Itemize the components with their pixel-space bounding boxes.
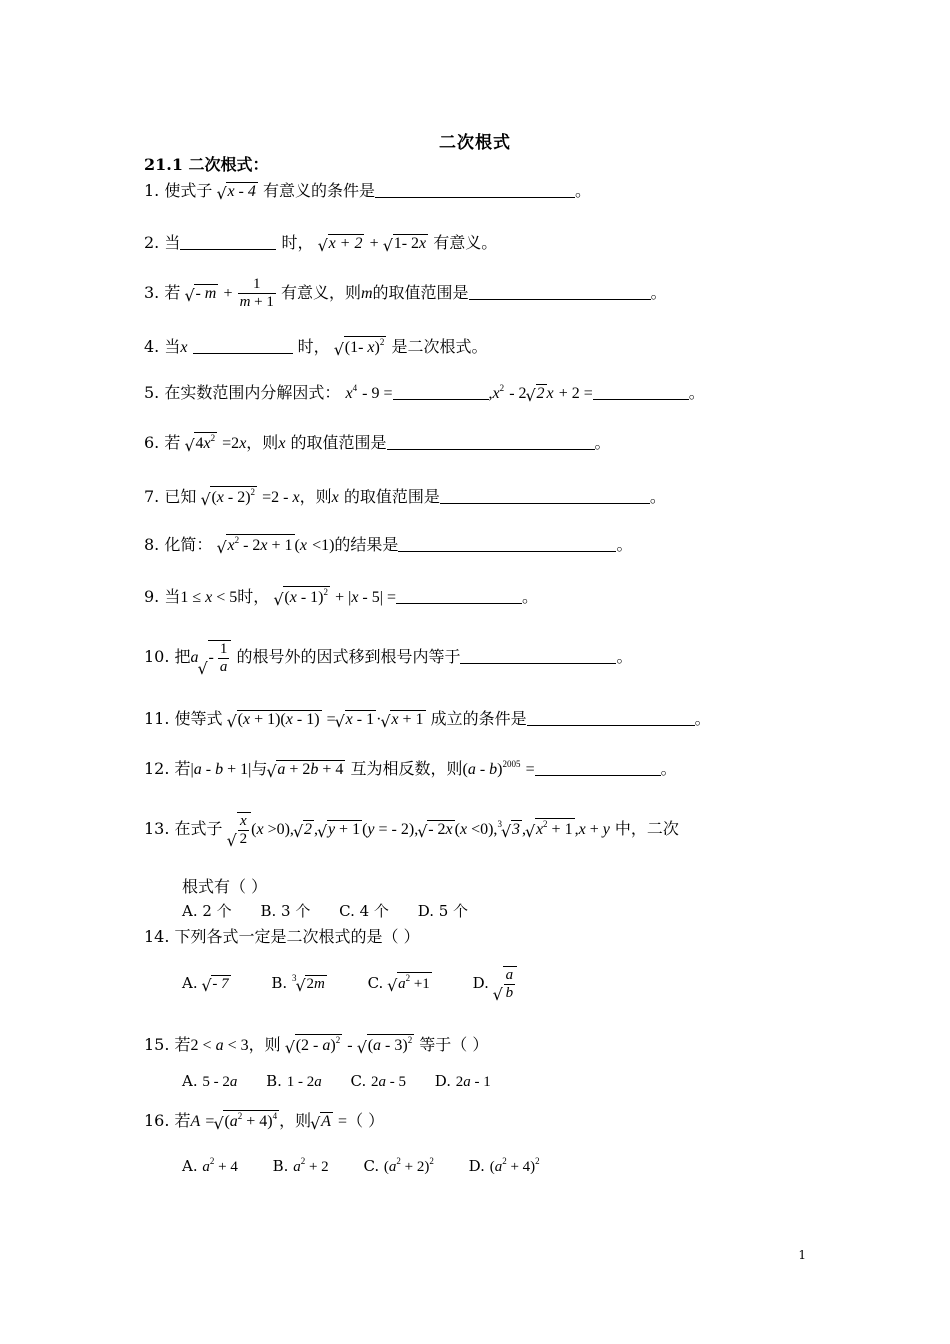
option-d[interactable]: D. 5 个: [417, 902, 469, 920]
option-a[interactable]: A. 5 - 2a: [182, 1072, 238, 1090]
question-9: 9. 当1 ≤ x < 5时， √ (x - 1)$^2$ + |x - 5| = 。: [144, 587, 538, 609]
answer-blank[interactable]: [398, 537, 616, 552]
option-c[interactable]: C. 2a - 5: [350, 1072, 406, 1090]
question-7: 7. 已知 √ (x - 2)$^2$ =2 - x，则x 的取值范围是 。: [144, 487, 666, 509]
option-b[interactable]: B. $a^2 + 2$: [272, 1156, 329, 1175]
question-6: 6. 若 √ $4x^2 =2x$，则x 的取值范围是 。: [144, 433, 611, 455]
question-2: 2. 当 时， √ x + 2 + √ 1- 2x 有意义。: [144, 233, 498, 255]
option-a[interactable]: A. √ - 7: [182, 973, 229, 995]
answer-blank[interactable]: [527, 711, 695, 726]
answer-blank[interactable]: [180, 235, 276, 250]
option-d[interactable]: D. √ $\frac{a}{b}$: [473, 966, 518, 1002]
question-12: 12. 若|a - b + 1|与 √ a + 2b + 4 互为相反数，则(a - b)$^{2005}$ = 。: [144, 759, 677, 781]
answer-blank[interactable]: [396, 589, 522, 604]
answer-blank[interactable]: [593, 385, 689, 400]
option-a[interactable]: A. $a^2 + 4$: [182, 1156, 238, 1175]
option-c[interactable]: C. $(a^2 + 2)^2$: [363, 1156, 434, 1175]
question-16: 16. 若A = √ $(a^2 + 4)^4$ ，则 √ A =（ ）: [144, 1111, 385, 1133]
question-4: 4. 当x 时， √ (1- x)$^2$ 是二次根式。: [144, 337, 488, 359]
answer-blank[interactable]: [375, 183, 575, 198]
section-heading: 21.1 二次根式：: [144, 155, 269, 174]
option-b[interactable]: B. 3 个: [260, 902, 311, 920]
question-3: 3. 若 √ - m + $\frac{1}{m + 1}$ 有意义，则m的取值范围是 。: [144, 276, 667, 310]
option-c[interactable]: C. √ $a^2 +1$: [367, 972, 430, 995]
question-5: 5. 在实数范围内分解因式： $x^4 - 9 = ,x^2 - 2$ √ 2 x + 2 = 。: [144, 383, 705, 405]
answer-blank[interactable]: [387, 435, 595, 450]
option-d[interactable]: D. $(a^2 + 4)^2$: [468, 1156, 540, 1175]
option-b[interactable]: B. $^3$ √ 2m: [271, 972, 325, 995]
option-d[interactable]: D. 2a - 1: [434, 1072, 491, 1090]
radical-expr: √ x - 4: [216, 183, 256, 203]
question-1: 1. 使式子 √ x - 4 有意义的条件是 。: [144, 181, 592, 203]
question-8: 8. 化简： √ $x^2 - 2x + 1$ (x <1)的结果是 。: [144, 535, 633, 557]
question-16-options: [182, 1156, 564, 1176]
option-c[interactable]: C. 4 个: [339, 902, 389, 920]
answer-blank[interactable]: [469, 285, 651, 300]
answer-blank[interactable]: [393, 385, 489, 400]
option-b[interactable]: B. 1 - 2a: [266, 1072, 322, 1090]
answer-blank[interactable]: [193, 339, 293, 354]
question-13-cont: 根式有（ ）: [182, 877, 268, 896]
fraction: $\frac{1}{m + 1}$: [239, 276, 274, 310]
answer-blank[interactable]: [440, 489, 650, 504]
question-13-options: [182, 900, 492, 921]
question-15-options: [182, 1072, 515, 1091]
question-14: 14. 下列各式一定是二次根式的是（ ）: [144, 927, 420, 946]
question-11: 11. 使等式 √ (x + 1)(x - 1) = √ x - 1 · √ x + 1 成立的条件是 。: [144, 709, 711, 731]
page-title: 二次根式: [439, 133, 511, 153]
option-a[interactable]: A. 2 个: [182, 902, 232, 920]
question-10: 10. 把a √ - $\frac{1}{a}$ 的根号外的因式移到根号内等于 。: [144, 641, 633, 678]
answer-blank[interactable]: [460, 649, 616, 664]
page-number: 1: [798, 1248, 806, 1262]
question-13: 13. 在式子 √ $\frac{x}{2}$ (x >0), √ 2 , √ y + 1 (y = - 2), √ - 2x (x <0),$^3$ √ 3 , √ $x^2 + 1$ ,x + y 中，二次: [144, 813, 679, 850]
question-14-options: [182, 966, 541, 1002]
answer-blank[interactable]: [535, 761, 661, 776]
question-15: 15. 若2 < a < 3，则 √ (2 - a)$^2$ - √ (a - 3)$^2$ 等于（ ）: [144, 1035, 489, 1057]
